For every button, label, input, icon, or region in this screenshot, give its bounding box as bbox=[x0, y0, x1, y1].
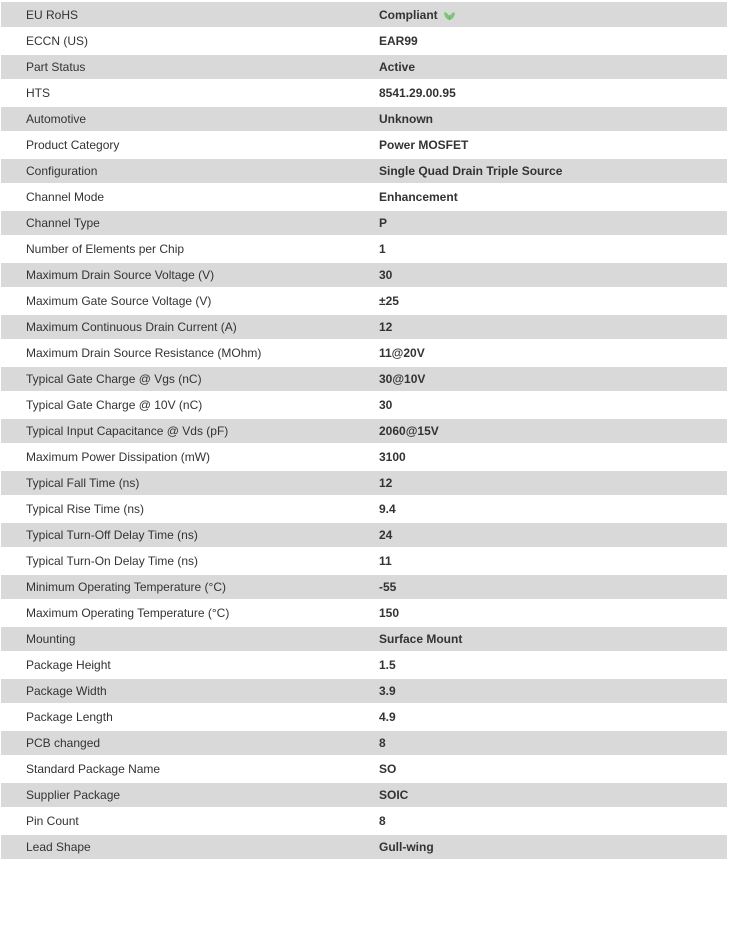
attribute-value-text: Power MOSFET bbox=[379, 138, 469, 152]
attribute-value-text: EAR99 bbox=[379, 34, 418, 48]
attribute-value-text: P bbox=[379, 216, 388, 230]
attribute-name: Typical Gate Charge @ 10V (nC) bbox=[1, 392, 353, 418]
attribute-name: ECCN (US) bbox=[1, 28, 353, 54]
attribute-value bbox=[353, 678, 727, 704]
attribute-value bbox=[353, 132, 727, 158]
attribute-value-text: -55 bbox=[379, 580, 397, 594]
table-row bbox=[1, 652, 727, 678]
attribute-value-text: Gull-wing bbox=[379, 840, 434, 854]
attribute-name: Typical Gate Charge @ Vgs (nC) bbox=[1, 366, 353, 392]
attribute-value-text: 1 bbox=[379, 242, 386, 256]
table-row bbox=[1, 600, 727, 626]
table-row bbox=[1, 158, 727, 184]
attribute-value-text: Enhancement bbox=[379, 190, 458, 204]
attribute-name: Package Height bbox=[1, 652, 353, 678]
table-row bbox=[1, 756, 727, 782]
attribute-value bbox=[353, 418, 727, 444]
attribute-name: Maximum Gate Source Voltage (V) bbox=[1, 288, 353, 314]
table-row bbox=[1, 470, 727, 496]
attribute-value bbox=[353, 184, 727, 210]
attribute-value-text: Unknown bbox=[379, 112, 433, 126]
attribute-name: Pin Count bbox=[1, 808, 353, 834]
table-row bbox=[1, 574, 727, 600]
attribute-value-text: 4.9 bbox=[379, 710, 396, 724]
attribute-value-text: Compliant bbox=[379, 7, 438, 22]
table-row bbox=[1, 444, 727, 470]
attribute-name: Automotive bbox=[1, 106, 353, 132]
table-row bbox=[1, 210, 727, 236]
attribute-value-text: Active bbox=[379, 60, 416, 74]
table-row bbox=[1, 106, 727, 132]
attribute-value-text: 3100 bbox=[379, 450, 406, 464]
attribute-value-text: 11 bbox=[379, 554, 392, 568]
attribute-value-text: 8 bbox=[379, 736, 386, 750]
attribute-value bbox=[353, 366, 727, 392]
attribute-name: Package Length bbox=[1, 704, 353, 730]
table-row bbox=[1, 626, 727, 652]
attribute-value bbox=[353, 158, 727, 184]
attribute-value-text: 30 bbox=[379, 398, 393, 412]
attribute-name: Configuration bbox=[1, 158, 353, 184]
attribute-value bbox=[353, 54, 727, 80]
table-row bbox=[1, 262, 727, 288]
table-row bbox=[1, 28, 727, 54]
attribute-value bbox=[353, 548, 727, 574]
table-row bbox=[1, 132, 727, 158]
attribute-value bbox=[353, 730, 727, 756]
attribute-value-text: 11@20V bbox=[379, 346, 425, 360]
attribute-name: Maximum Operating Temperature (°C) bbox=[1, 600, 353, 626]
attribute-value bbox=[353, 106, 727, 132]
attribute-value bbox=[353, 392, 727, 418]
attribute-value bbox=[353, 600, 727, 626]
table-row bbox=[1, 54, 727, 80]
table-row bbox=[1, 834, 727, 860]
attribute-value-text: 24 bbox=[379, 528, 393, 542]
attribute-value-text: 30@10V bbox=[379, 372, 426, 386]
table-row bbox=[1, 418, 727, 444]
attribute-name: Typical Turn-Off Delay Time (ns) bbox=[1, 522, 353, 548]
table-row bbox=[1, 314, 727, 340]
attribute-name: Product Category bbox=[1, 132, 353, 158]
attribute-name: Maximum Drain Source Resistance (MOhm) bbox=[1, 340, 353, 366]
table-row bbox=[1, 366, 727, 392]
table-row bbox=[1, 522, 727, 548]
attribute-name: Maximum Drain Source Voltage (V) bbox=[1, 262, 353, 288]
attribute-value bbox=[353, 80, 727, 106]
attribute-value bbox=[353, 756, 727, 782]
attribute-value bbox=[353, 782, 727, 808]
attribute-name: Lead Shape bbox=[1, 834, 353, 860]
table-row bbox=[1, 496, 727, 522]
attribute-name: Minimum Operating Temperature (°C) bbox=[1, 574, 353, 600]
attribute-value bbox=[353, 470, 727, 496]
attribute-value bbox=[353, 652, 727, 678]
attribute-name: Package Width bbox=[1, 678, 353, 704]
attribute-value-text: 2060@15V bbox=[379, 424, 439, 438]
attribute-value bbox=[353, 496, 727, 522]
attribute-name: Supplier Package bbox=[1, 782, 353, 808]
attribute-name: Mounting bbox=[1, 626, 353, 652]
attribute-name: PCB changed bbox=[1, 730, 353, 756]
attribute-value bbox=[353, 574, 727, 600]
table-row bbox=[1, 340, 727, 366]
attribute-value-text: 150 bbox=[379, 606, 400, 620]
attribute-value-text: 8 bbox=[379, 814, 386, 828]
attribute-name: Typical Rise Time (ns) bbox=[1, 496, 353, 522]
attribute-value-text: 3.9 bbox=[379, 684, 396, 698]
attribute-value-text: SO bbox=[379, 762, 397, 776]
table-row bbox=[1, 808, 727, 834]
spec-table-body bbox=[1, 2, 727, 860]
attribute-value bbox=[353, 808, 727, 834]
attribute-name: Typical Input Capacitance @ Vds (pF) bbox=[1, 418, 353, 444]
attribute-name: Typical Turn-On Delay Time (ns) bbox=[1, 548, 353, 574]
attribute-name: HTS bbox=[1, 80, 353, 106]
leaf-icon bbox=[443, 10, 456, 21]
table-row bbox=[1, 184, 727, 210]
attribute-value bbox=[353, 2, 727, 28]
attribute-name: Channel Mode bbox=[1, 184, 353, 210]
attribute-value-text: Surface Mount bbox=[379, 632, 463, 646]
attribute-value bbox=[353, 444, 727, 470]
table-row bbox=[1, 548, 727, 574]
attribute-name: Number of Elements per Chip bbox=[1, 236, 353, 262]
table-row bbox=[1, 2, 727, 28]
table-row bbox=[1, 782, 727, 808]
attribute-value bbox=[353, 262, 727, 288]
attribute-value-text: 30 bbox=[379, 268, 393, 282]
attribute-value bbox=[353, 314, 727, 340]
attribute-value-text: ±25 bbox=[379, 294, 399, 308]
attribute-value-text: 9.4 bbox=[379, 502, 396, 516]
attribute-value bbox=[353, 340, 727, 366]
attribute-name: Part Status bbox=[1, 54, 353, 80]
table-row bbox=[1, 392, 727, 418]
table-row bbox=[1, 288, 727, 314]
attribute-name: Maximum Power Dissipation (mW) bbox=[1, 444, 353, 470]
attribute-value bbox=[353, 834, 727, 860]
attribute-value bbox=[353, 704, 727, 730]
attribute-name: Maximum Continuous Drain Current (A) bbox=[1, 314, 353, 340]
attribute-name: Channel Type bbox=[1, 210, 353, 236]
attribute-value-text: SOIC bbox=[379, 788, 409, 802]
attribute-name: Standard Package Name bbox=[1, 756, 353, 782]
attribute-value bbox=[353, 626, 727, 652]
table-row bbox=[1, 80, 727, 106]
attribute-name: Typical Fall Time (ns) bbox=[1, 470, 353, 496]
table-row bbox=[1, 730, 727, 756]
attribute-value bbox=[353, 28, 727, 54]
attribute-value bbox=[353, 236, 727, 262]
table-row bbox=[1, 678, 727, 704]
table-row bbox=[1, 704, 727, 730]
attribute-value bbox=[353, 288, 727, 314]
table-row bbox=[1, 236, 727, 262]
spec-table bbox=[1, 2, 727, 861]
attribute-name: EU RoHS bbox=[1, 2, 353, 28]
attribute-value-text: Single Quad Drain Triple Source bbox=[379, 164, 563, 178]
attribute-value-text: 12 bbox=[379, 320, 393, 334]
attribute-value-text: 1.5 bbox=[379, 658, 396, 672]
attribute-value bbox=[353, 210, 727, 236]
attribute-value bbox=[353, 522, 727, 548]
attribute-value-text: 8541.29.00.95 bbox=[379, 86, 456, 100]
attribute-value-text: 12 bbox=[379, 476, 393, 490]
